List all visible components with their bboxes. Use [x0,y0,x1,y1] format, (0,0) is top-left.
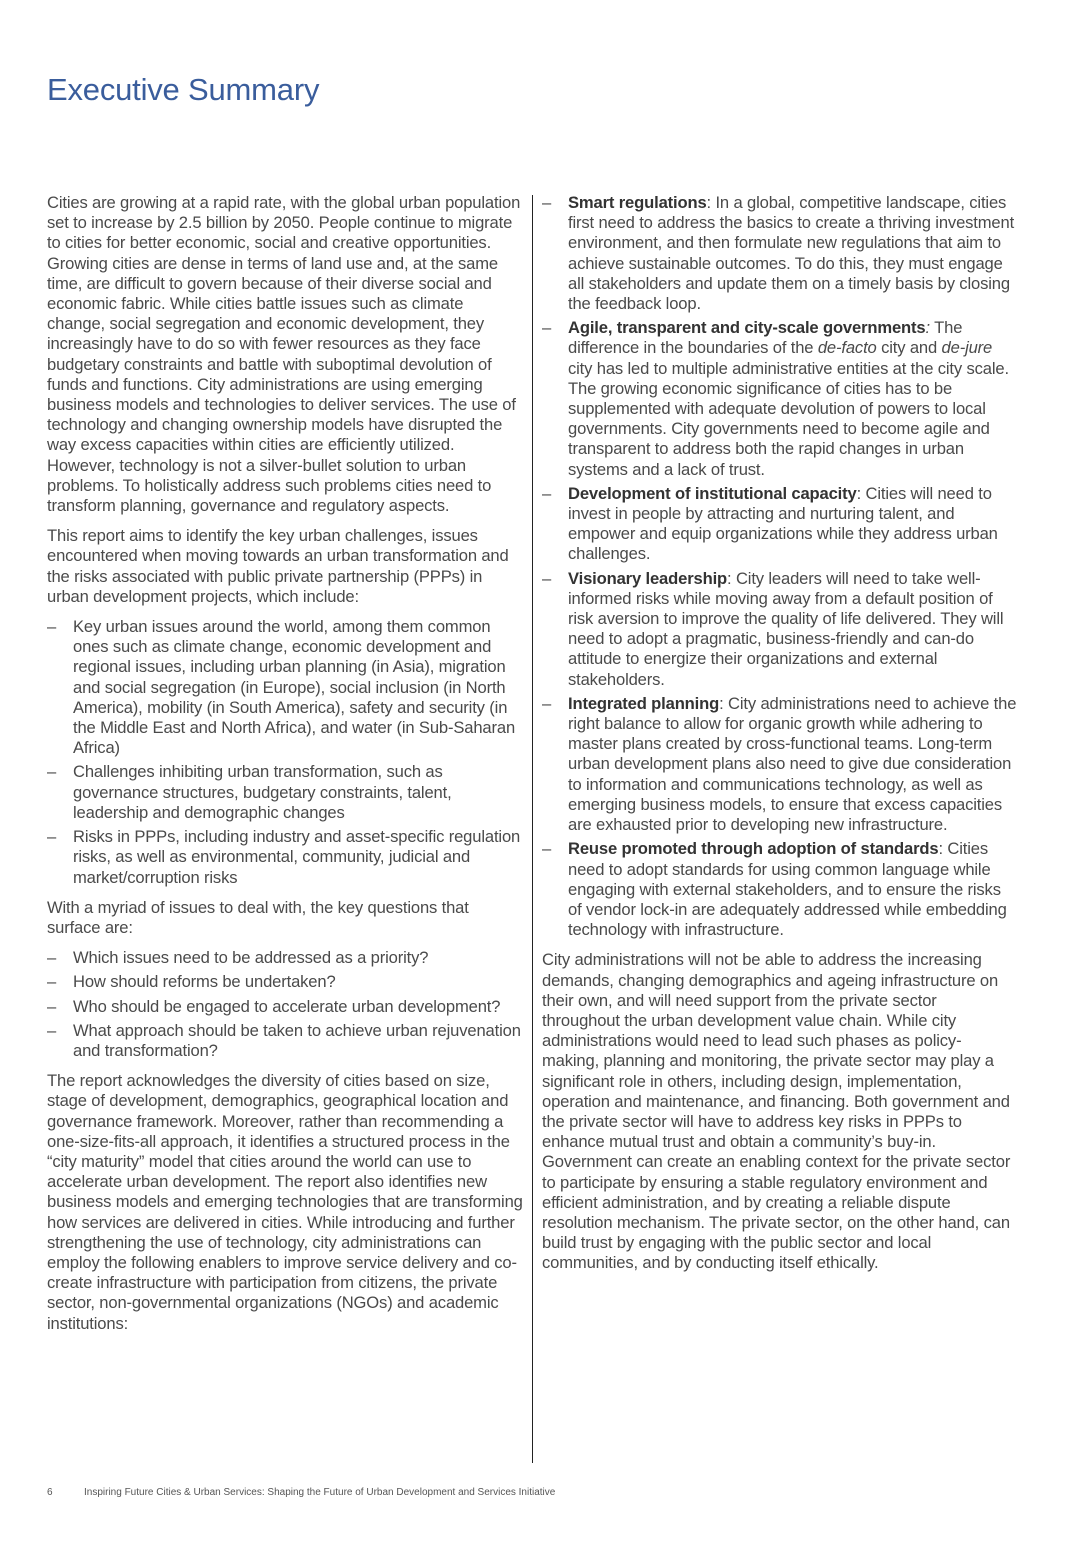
enabler-label: Reuse promoted through adoption of standards [568,839,939,859]
acknowledgement-paragraph: The report acknowledges the diversity of cities based on size, stage of development, demographics, geographical location and governance framework. Moreover, rather than recommending a one-size-fits-all approach, it identifies a structured process in the “city maturity” model that cities around the world can use to accelerate urban development. The report also identifies new business models and emerging technologies that are transforming how services are delivered in cities. While introducing and further strengthening the use of technology, city administrations can employ the following enablers to improve service delivery and co-create infrastructure with participation from citizens, the private sector, non-governmental organizations (NGOs) and academic institutions: [47,1071,523,1333]
enabler-text: city has led to multiple administrative entities at the city scale. The growing economic significance of cities has to be supplemented with adequate devolution of powers to local governments. City governments need to become agile and transparent to address both the rapid changes in urban systems and a lack of trust. [568,358,1009,479]
enablers-list [542,193,1018,940]
list-item [542,318,1018,480]
enabler-text: City administrations need to achieve the right balance to allow for organic growth while adhering to master plans created by cross-functional teams. Long-term urban development plans also need to give due consideration to information and communications technology, as well as emerging business models, to ensure that excess capacities are exhausted prior to developing new infrastructure. [568,693,1017,835]
separator: : [727,568,732,588]
list-item [542,839,1018,940]
intro-paragraph: Cities are growing at a rapid rate, with the global urban population set to increase by 2.5 billion by 2050. People continue to migrate to cities for better economic, social and creative opportunities. Growing cities are dense in terms of land use and, at the same time, are difficult to govern because of their diverse social and economic fabric. While cities battle issues such as climate change, social segregation and economic development, they increasingly have to do so with fewer resources as they face budgetary constraints and battle with suboptimal devolution of funds and functions. City administrations are using emerging business models and technologies to deliver services. The use of technology and changing ownership models have disrupted the way excess capacities within cities are efficiently utilized. However, technology is not a silver-bullet solution to urban problems. To holistically address such problems cities need to transform planning, governance and regulatory aspects. [47,193,521,516]
page-footer [47,1487,555,1498]
list-item [542,569,1018,690]
enabler-label: Development of institutional capacity [568,483,857,503]
issues-list [47,617,525,888]
report-aims-paragraph: This report aims to identify the key urban challenges, issues encountered when moving towards an urban transformation and the risks associated with public private partnership (PPPs) in urban development projects, which include: [47,526,509,606]
list-item: – Challenges inhibiting urban transformation, such as governance structures, budgetary constraints, talent, leadership and demographic changes [47,762,525,823]
list-item [542,193,1018,314]
emphasis: de-jure [941,338,993,358]
separator: : [719,693,724,713]
private-sector-paragraph: City administrations will not be able to address the increasing demands, changing demographics and ageing infrastructure on their own, and will need support from the private sector throughout the urban development value chain. While city administrations would need to lead such phases as policy-making, planning and monitoring, the private sector may play a significant role in others, including design, implementation, operation and maintenance, and financing. Both government and the private sector will have to address key risks in PPPs to enhance mutual trust and obtain a community’s buy-in. Government can create an enabling context for the private sector to participate by ensuring a stable regulatory environment and efficient administration, and by creating a reliable dispute resolution mechanism. The private sector, on the other hand, can build trust by engaging with the public sector and local communities, and by conducting itself ethically. [542,950,1011,1273]
list-item [542,484,1018,565]
list-item: – Risks in PPPs, including industry and asset-specific regulation risks, as well as environmental, community, judicial and market/corruption risks [47,827,525,888]
list-item: – What approach should be taken to achieve urban rejuvenation and transformation? [47,1021,525,1061]
questions-list [47,948,525,1061]
column-divider [532,195,533,1463]
list-item: – Key urban issues around the world, among them common ones such as climate change, economic development and regional issues, including urban planning (in Asia), migration and social segregation (in Europe), social inclusion (in North America), mobility (in South America), safety and security (in the Middle East and North Africa), and water (in Sub-Saharan Africa) [47,617,525,758]
enabler-text: Cities need to adopt standards for using common language while engaging with external stakeholders, and to ensure the risks of vendor lock-in are adequately addressed while embedding technology with infrastructure. [568,839,1007,940]
list-item [542,694,1018,835]
right-column [542,193,1018,1284]
enabler-text: The difference in the boundaries of the [568,318,963,358]
questions-intro-paragraph: With a myriad of issues to deal with, the key questions that surface are: [47,897,469,937]
enabler-label: Agile, transparent and city-scale governments [568,318,926,338]
separator: : [856,483,862,503]
enabler-label: Visionary leadership [568,568,728,588]
enabler-text: Cities will need to invest in people by attracting and nurturing talent, and empower and equip organizations while they address urban challenges. [568,483,998,564]
enabler-text: city and [876,338,942,358]
list-item: – How should reforms be undertaken? [47,972,525,992]
emphasis: de-facto [817,338,877,358]
left-column [47,193,525,1344]
footer-text: Inspiring Future Cities & Urban Services: Shaping the Future of Urban Development and Services Initiative [84,1487,556,1498]
enabler-text: City leaders will need to take well-informed risks while moving away from a default position of risk aversion to improve the quality of life delivered. They will need to adopt a pragmatic, business-friendly and can-do attitude to energize their organizations and external stakeholders. [568,568,1004,689]
separator: : [706,193,711,212]
separator: : [938,839,943,859]
list-item: – Who should be engaged to accelerate urban development? [47,997,525,1017]
enabler-label: Smart regulations [568,193,707,212]
page-number: 6 [47,1487,53,1498]
enabler-label: Integrated planning [568,693,720,713]
page-title: Executive Summary [47,72,320,107]
list-item: – Which issues need to be addressed as a priority? [47,948,525,968]
enabler-text: In a global, competitive landscape, cities first need to address the basics to create a thriving investment environment, and then formulate new regulations that aim to achieve sustainable outcomes. To do this, they must engage all stakeholders and update them on a timely basis by closing the feedback loop. [568,193,1015,314]
separator: : [925,318,930,338]
